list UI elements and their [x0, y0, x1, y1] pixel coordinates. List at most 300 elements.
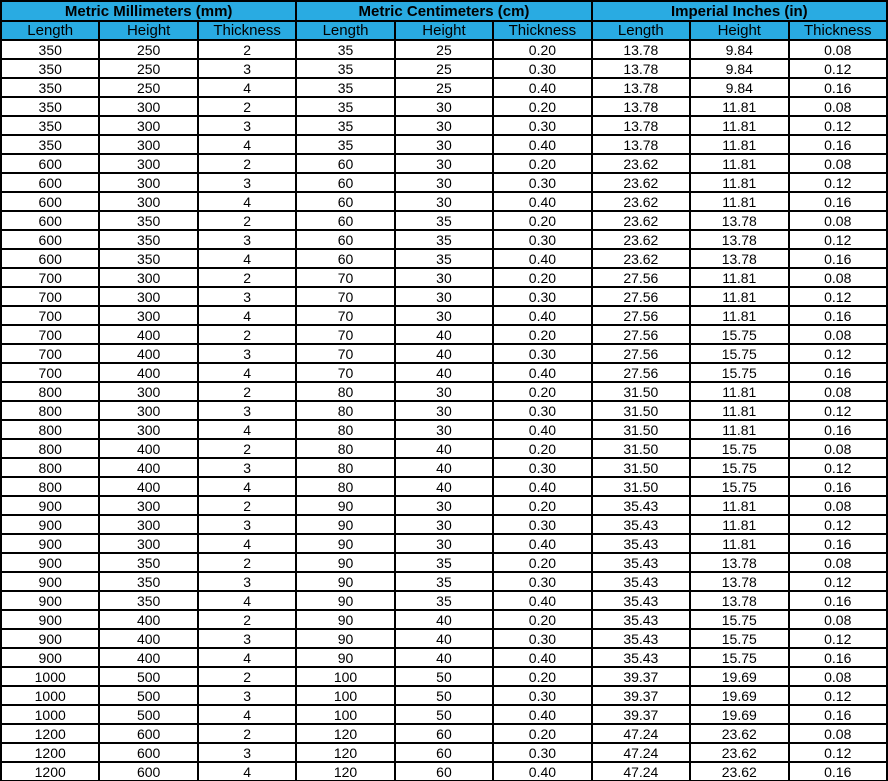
- cell: 35: [395, 249, 493, 268]
- cell: 300: [99, 135, 197, 154]
- cell: 700: [1, 287, 99, 306]
- cell: 40: [395, 363, 493, 382]
- cell: 60: [296, 154, 394, 173]
- cell: 0.40: [493, 420, 591, 439]
- cell: 35.43: [592, 496, 690, 515]
- table-row: [1, 401, 887, 420]
- cell: 4: [198, 249, 296, 268]
- cell: 39.37: [592, 667, 690, 686]
- cell: 2: [198, 553, 296, 572]
- cell: 35: [296, 40, 394, 59]
- cell: 4: [198, 705, 296, 724]
- cell: 0.12: [789, 572, 888, 591]
- cell: 700: [1, 363, 99, 382]
- cell: 31.50: [592, 382, 690, 401]
- cell: 30: [395, 173, 493, 192]
- cell: 9.84: [690, 59, 788, 78]
- cell: 2: [198, 724, 296, 743]
- column-header-length-0: Length: [1, 21, 99, 40]
- cell: 13.78: [690, 553, 788, 572]
- cell: 35.43: [592, 591, 690, 610]
- cell: 35: [395, 553, 493, 572]
- cell: 300: [99, 496, 197, 515]
- cell: 35.43: [592, 515, 690, 534]
- table-row: [1, 572, 887, 591]
- column-header-length-6: Length: [592, 21, 690, 40]
- cell: 3: [198, 116, 296, 135]
- cell: 0.20: [493, 97, 591, 116]
- cell: 0.40: [493, 762, 591, 781]
- cell: 500: [99, 667, 197, 686]
- cell: 23.62: [690, 724, 788, 743]
- cell: 4: [198, 534, 296, 553]
- cell: 300: [99, 287, 197, 306]
- cell: 2: [198, 325, 296, 344]
- cell: 13.78: [592, 97, 690, 116]
- cell: 35.43: [592, 610, 690, 629]
- cell: 11.81: [690, 534, 788, 553]
- cell: 0.20: [493, 325, 591, 344]
- cell: 70: [296, 344, 394, 363]
- cell: 4: [198, 306, 296, 325]
- cell: 23.62: [592, 192, 690, 211]
- cell: 3: [198, 344, 296, 363]
- cell: 11.81: [690, 116, 788, 135]
- cell: 11.81: [690, 173, 788, 192]
- cell: 39.37: [592, 686, 690, 705]
- cell: 15.75: [690, 439, 788, 458]
- cell: 35: [296, 135, 394, 154]
- cell: 35.43: [592, 553, 690, 572]
- table-row: [1, 306, 887, 325]
- cell: 300: [99, 192, 197, 211]
- cell: 0.16: [789, 249, 888, 268]
- table-row: [1, 249, 887, 268]
- cell: 19.69: [690, 705, 788, 724]
- table-row: [1, 629, 887, 648]
- cell: 31.50: [592, 439, 690, 458]
- cell: 700: [1, 325, 99, 344]
- cell: 13.78: [592, 135, 690, 154]
- cell: 3: [198, 515, 296, 534]
- cell: 0.08: [789, 154, 888, 173]
- cell: 4: [198, 648, 296, 667]
- cell: 0.20: [493, 667, 591, 686]
- cell: 1000: [1, 705, 99, 724]
- cell: 0.08: [789, 211, 888, 230]
- group-header-metric-millimeters: Metric Millimeters (mm): [1, 1, 296, 21]
- cell: 90: [296, 610, 394, 629]
- cell: 0.40: [493, 363, 591, 382]
- table-row: [1, 439, 887, 458]
- cell: 350: [1, 40, 99, 59]
- cell: 11.81: [690, 306, 788, 325]
- table-row: [1, 667, 887, 686]
- cell: 0.16: [789, 477, 888, 496]
- cell: 500: [99, 705, 197, 724]
- cell: 11.81: [690, 135, 788, 154]
- cell: 350: [99, 591, 197, 610]
- cell: 800: [1, 439, 99, 458]
- cell: 1200: [1, 762, 99, 781]
- cell: 350: [99, 249, 197, 268]
- table-row: [1, 325, 887, 344]
- cell: 13.78: [690, 249, 788, 268]
- cell: 35: [296, 116, 394, 135]
- cell: 30: [395, 268, 493, 287]
- cell: 120: [296, 724, 394, 743]
- table-row: [1, 268, 887, 287]
- table-row: [1, 515, 887, 534]
- cell: 15.75: [690, 610, 788, 629]
- column-header-height-4: Height: [395, 21, 493, 40]
- cell: 600: [99, 743, 197, 762]
- cell: 900: [1, 610, 99, 629]
- cell: 13.78: [592, 59, 690, 78]
- cell: 1200: [1, 724, 99, 743]
- table-row: [1, 496, 887, 515]
- cell: 400: [99, 648, 197, 667]
- cell: 60: [296, 192, 394, 211]
- cell: 0.40: [493, 534, 591, 553]
- cell: 50: [395, 705, 493, 724]
- cell: 50: [395, 667, 493, 686]
- cell: 40: [395, 439, 493, 458]
- cell: 350: [99, 211, 197, 230]
- cell: 0.16: [789, 591, 888, 610]
- cell: 400: [99, 344, 197, 363]
- cell: 2: [198, 439, 296, 458]
- cell: 9.84: [690, 78, 788, 97]
- table-row: [1, 363, 887, 382]
- cell: 0.08: [789, 610, 888, 629]
- cell: 0.12: [789, 458, 888, 477]
- cell: 400: [99, 477, 197, 496]
- cell: 0.30: [493, 572, 591, 591]
- group-header-row: [1, 1, 887, 21]
- cell: 11.81: [690, 97, 788, 116]
- cell: 0.12: [789, 515, 888, 534]
- cell: 9.84: [690, 40, 788, 59]
- cell: 70: [296, 363, 394, 382]
- cell: 900: [1, 496, 99, 515]
- cell: 0.20: [493, 154, 591, 173]
- cell: 0.12: [789, 59, 888, 78]
- cell: 400: [99, 363, 197, 382]
- cell: 0.08: [789, 724, 888, 743]
- cell: 31.50: [592, 420, 690, 439]
- cell: 400: [99, 458, 197, 477]
- cell: 0.40: [493, 135, 591, 154]
- cell: 27.56: [592, 268, 690, 287]
- cell: 31.50: [592, 477, 690, 496]
- cell: 700: [1, 306, 99, 325]
- cell: 300: [99, 306, 197, 325]
- cell: 60: [395, 762, 493, 781]
- cell: 25: [395, 59, 493, 78]
- cell: 2: [198, 97, 296, 116]
- cell: 11.81: [690, 192, 788, 211]
- table-row: [1, 344, 887, 363]
- cell: 39.37: [592, 705, 690, 724]
- cell: 0.12: [789, 344, 888, 363]
- cell: 0.40: [493, 648, 591, 667]
- cell: 3: [198, 629, 296, 648]
- cell: 35: [296, 97, 394, 116]
- column-header-thickness-5: Thickness: [493, 21, 591, 40]
- table-row: [1, 743, 887, 762]
- cell: 3: [198, 173, 296, 192]
- cell: 0.12: [789, 173, 888, 192]
- cell: 47.24: [592, 743, 690, 762]
- cell: 30: [395, 287, 493, 306]
- cell: 0.40: [493, 591, 591, 610]
- table-row: [1, 610, 887, 629]
- cell: 30: [395, 534, 493, 553]
- cell: 40: [395, 648, 493, 667]
- cell: 27.56: [592, 306, 690, 325]
- cell: 30: [395, 382, 493, 401]
- cell: 35.43: [592, 648, 690, 667]
- cell: 0.12: [789, 116, 888, 135]
- cell: 4: [198, 135, 296, 154]
- cell: 2: [198, 496, 296, 515]
- cell: 0.16: [789, 363, 888, 382]
- group-header-imperial-inches: Imperial Inches (in): [592, 1, 887, 21]
- cell: 0.30: [493, 515, 591, 534]
- cell: 35.43: [592, 534, 690, 553]
- table-row: [1, 382, 887, 401]
- cell: 2: [198, 610, 296, 629]
- cell: 40: [395, 458, 493, 477]
- cell: 40: [395, 629, 493, 648]
- cell: 0.08: [789, 553, 888, 572]
- cell: 0.16: [789, 705, 888, 724]
- cell: 0.08: [789, 382, 888, 401]
- cell: 2: [198, 40, 296, 59]
- cell: 0.12: [789, 401, 888, 420]
- cell: 800: [1, 458, 99, 477]
- cell: 300: [99, 173, 197, 192]
- cell: 900: [1, 591, 99, 610]
- table-row: [1, 154, 887, 173]
- cell: 0.30: [493, 458, 591, 477]
- cell: 25: [395, 78, 493, 97]
- cell: 23.62: [592, 154, 690, 173]
- cell: 0.16: [789, 762, 888, 781]
- table-row: [1, 686, 887, 705]
- cell: 30: [395, 306, 493, 325]
- cell: 30: [395, 420, 493, 439]
- cell: 0.30: [493, 686, 591, 705]
- cell: 600: [99, 762, 197, 781]
- cell: 80: [296, 458, 394, 477]
- cell: 0.20: [493, 439, 591, 458]
- cell: 90: [296, 572, 394, 591]
- cell: 700: [1, 268, 99, 287]
- cell: 13.78: [690, 211, 788, 230]
- cell: 0.08: [789, 325, 888, 344]
- cell: 2: [198, 667, 296, 686]
- cell: 13.78: [592, 116, 690, 135]
- cell: 0.12: [789, 743, 888, 762]
- cell: 0.16: [789, 420, 888, 439]
- cell: 3: [198, 686, 296, 705]
- cell: 3: [198, 743, 296, 762]
- cell: 600: [1, 154, 99, 173]
- cell: 4: [198, 591, 296, 610]
- cell: 0.16: [789, 135, 888, 154]
- table-row: [1, 553, 887, 572]
- cell: 1200: [1, 743, 99, 762]
- cell: 700: [1, 344, 99, 363]
- cell: 11.81: [690, 420, 788, 439]
- cell: 15.75: [690, 477, 788, 496]
- cell: 0.16: [789, 192, 888, 211]
- cell: 27.56: [592, 287, 690, 306]
- cell: 800: [1, 401, 99, 420]
- table-row: [1, 534, 887, 553]
- cell: 35: [296, 59, 394, 78]
- column-header-thickness-8: Thickness: [789, 21, 888, 40]
- cell: 40: [395, 344, 493, 363]
- cell: 35: [395, 230, 493, 249]
- cell: 13.78: [690, 230, 788, 249]
- cell: 800: [1, 477, 99, 496]
- cell: 0.40: [493, 705, 591, 724]
- cell: 350: [99, 230, 197, 249]
- cell: 70: [296, 306, 394, 325]
- cell: 600: [1, 192, 99, 211]
- group-header-metric-centimeters: Metric Centimeters (cm): [296, 1, 591, 21]
- cell: 350: [99, 572, 197, 591]
- cell: 3: [198, 458, 296, 477]
- cell: 300: [99, 515, 197, 534]
- cell: 0.20: [493, 268, 591, 287]
- cell: 900: [1, 534, 99, 553]
- cell: 35: [395, 591, 493, 610]
- cell: 30: [395, 154, 493, 173]
- cell: 30: [395, 97, 493, 116]
- cell: 350: [1, 59, 99, 78]
- cell: 250: [99, 59, 197, 78]
- column-header-length-3: Length: [296, 21, 394, 40]
- cell: 4: [198, 192, 296, 211]
- cell: 0.12: [789, 287, 888, 306]
- cell: 400: [99, 629, 197, 648]
- cell: 0.30: [493, 287, 591, 306]
- cell: 0.08: [789, 496, 888, 515]
- cell: 300: [99, 382, 197, 401]
- cell: 350: [99, 553, 197, 572]
- cell: 0.20: [493, 610, 591, 629]
- cell: 3: [198, 287, 296, 306]
- table-row: [1, 477, 887, 496]
- cell: 350: [1, 135, 99, 154]
- cell: 0.16: [789, 648, 888, 667]
- cell: 70: [296, 287, 394, 306]
- table-row: [1, 705, 887, 724]
- cell: 300: [99, 154, 197, 173]
- cell: 2: [198, 382, 296, 401]
- table-row: [1, 116, 887, 135]
- cell: 0.30: [493, 344, 591, 363]
- cell: 40: [395, 325, 493, 344]
- table-row: [1, 135, 887, 154]
- cell: 400: [99, 325, 197, 344]
- table-row: [1, 59, 887, 78]
- cell: 900: [1, 572, 99, 591]
- cell: 11.81: [690, 401, 788, 420]
- cell: 23.62: [690, 762, 788, 781]
- cell: 15.75: [690, 363, 788, 382]
- cell: 11.81: [690, 268, 788, 287]
- cell: 11.81: [690, 515, 788, 534]
- cell: 23.62: [592, 173, 690, 192]
- cell: 0.40: [493, 306, 591, 325]
- cell: 30: [395, 116, 493, 135]
- cell: 80: [296, 420, 394, 439]
- cell: 3: [198, 572, 296, 591]
- cell: 90: [296, 591, 394, 610]
- cell: 600: [1, 173, 99, 192]
- cell: 0.30: [493, 59, 591, 78]
- cell: 800: [1, 382, 99, 401]
- cell: 35: [296, 78, 394, 97]
- cell: 31.50: [592, 458, 690, 477]
- cell: 90: [296, 534, 394, 553]
- cell: 100: [296, 686, 394, 705]
- cell: 0.16: [789, 78, 888, 97]
- cell: 300: [99, 97, 197, 116]
- cell: 350: [1, 97, 99, 116]
- cell: 70: [296, 268, 394, 287]
- table-row: [1, 458, 887, 477]
- cell: 60: [296, 249, 394, 268]
- table-row: [1, 724, 887, 743]
- cell: 4: [198, 762, 296, 781]
- cell: 13.78: [592, 40, 690, 59]
- cell: 11.81: [690, 496, 788, 515]
- cell: 60: [296, 173, 394, 192]
- cell: 90: [296, 648, 394, 667]
- cell: 60: [296, 230, 394, 249]
- cell: 15.75: [690, 629, 788, 648]
- cell: 70: [296, 325, 394, 344]
- cell: 3: [198, 59, 296, 78]
- cell: 60: [395, 724, 493, 743]
- cell: 400: [99, 439, 197, 458]
- cell: 35.43: [592, 629, 690, 648]
- cell: 80: [296, 439, 394, 458]
- table-row: [1, 192, 887, 211]
- cell: 27.56: [592, 363, 690, 382]
- cell: 0.12: [789, 230, 888, 249]
- cell: 0.40: [493, 249, 591, 268]
- column-header-thickness-2: Thickness: [198, 21, 296, 40]
- cell: 80: [296, 401, 394, 420]
- table-row: [1, 78, 887, 97]
- cell: 500: [99, 686, 197, 705]
- cell: 30: [395, 192, 493, 211]
- cell: 0.16: [789, 306, 888, 325]
- cell: 2: [198, 154, 296, 173]
- table-row: [1, 591, 887, 610]
- table-row: [1, 211, 887, 230]
- cell: 90: [296, 515, 394, 534]
- cell: 100: [296, 705, 394, 724]
- column-header-height-7: Height: [690, 21, 788, 40]
